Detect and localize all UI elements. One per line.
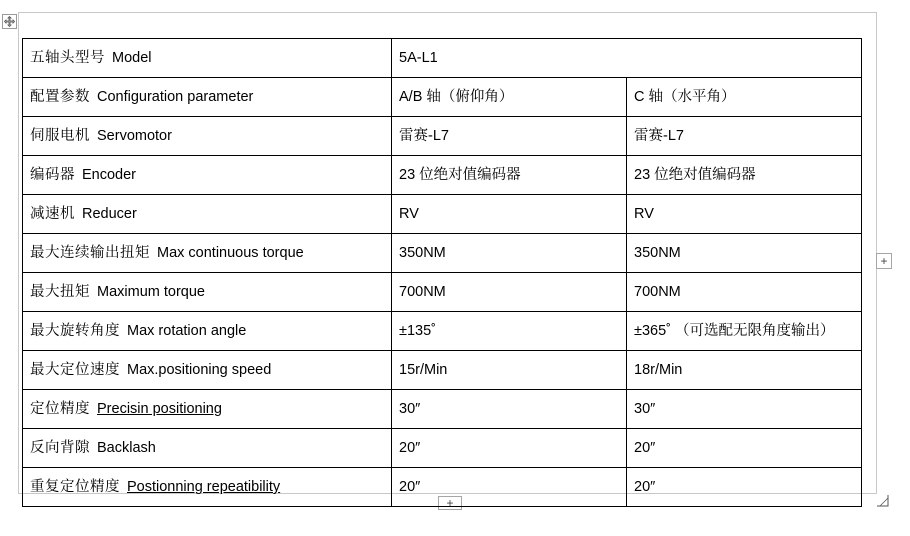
table-row[interactable] xyxy=(23,468,862,507)
label-english: Configuration parameter xyxy=(97,88,254,105)
table-row[interactable] xyxy=(23,156,862,195)
label-english: Max.positioning speed xyxy=(127,361,272,378)
table-row[interactable] xyxy=(23,390,862,429)
table-row[interactable] xyxy=(23,117,862,156)
table-row[interactable] xyxy=(23,39,862,78)
table-cell-label[interactable] xyxy=(23,312,392,351)
table-cell-label[interactable] xyxy=(23,429,392,468)
label-english: Postionning repeatibility xyxy=(127,478,281,495)
table-cell-value-c[interactable]: 18r/Min xyxy=(627,351,862,390)
table-cell-label[interactable] xyxy=(23,156,392,195)
label-english: Maximum torque xyxy=(97,283,205,300)
label-chinese: 最大定位速度 xyxy=(30,361,120,378)
table-cell-value-ab[interactable]: 350NM xyxy=(392,234,627,273)
table-cell-value-c[interactable]: 700NM xyxy=(627,273,862,312)
label-english: Reducer xyxy=(82,205,137,222)
table-row[interactable] xyxy=(23,429,862,468)
table-cell-label[interactable] xyxy=(23,39,392,78)
table-row[interactable] xyxy=(23,195,862,234)
table-move-handle-icon[interactable] xyxy=(2,14,17,29)
label-chinese: 定位精度 xyxy=(30,400,90,417)
label-english: Backlash xyxy=(97,439,156,456)
label-chinese: 重复定位精度 xyxy=(30,478,120,495)
table-cell-value-merged[interactable]: 5A-L1 xyxy=(392,39,862,78)
label-chinese: 编码器 xyxy=(30,166,75,183)
table-cell-value-ab[interactable]: 20″ xyxy=(392,468,627,507)
label-chinese: 伺服电机 xyxy=(30,127,90,144)
label-chinese: 最大扭矩 xyxy=(30,283,90,300)
table-cell-label[interactable] xyxy=(23,78,392,117)
label-english: Precisin positioning xyxy=(97,400,222,417)
table-cell-value-ab[interactable]: 雷赛-L7 xyxy=(392,117,627,156)
table-cell-value-c[interactable]: 20″ xyxy=(627,468,862,507)
label-chinese: 减速机 xyxy=(30,205,75,222)
table-cell-value-c[interactable]: RV xyxy=(627,195,862,234)
insert-column-button[interactable]: + xyxy=(876,253,892,269)
table-resize-handle-icon[interactable] xyxy=(876,494,890,508)
label-chinese: 反向背隙 xyxy=(30,439,90,456)
table-cell-label[interactable] xyxy=(23,468,392,507)
table-row[interactable] xyxy=(23,78,862,117)
label-chinese: 五轴头型号 xyxy=(30,49,105,66)
table-cell-value-ab[interactable]: RV xyxy=(392,195,627,234)
table-cell-value-c[interactable]: 30″ xyxy=(627,390,862,429)
label-chinese: 最大连续输出扭矩 xyxy=(30,244,150,261)
label-english: Model xyxy=(112,49,152,66)
table-cell-value-c[interactable]: 350NM xyxy=(627,234,862,273)
table-cell-label[interactable] xyxy=(23,234,392,273)
table-cell-label[interactable] xyxy=(23,273,392,312)
table-row[interactable] xyxy=(23,273,862,312)
table-row[interactable] xyxy=(23,351,862,390)
label-english: Max continuous torque xyxy=(157,244,304,261)
table-cell-label[interactable] xyxy=(23,195,392,234)
table-row[interactable] xyxy=(23,312,862,351)
insert-row-button[interactable]: + xyxy=(438,496,462,510)
label-english: Servomotor xyxy=(97,127,172,144)
table-cell-value-c[interactable]: 23 位绝对值编码器 xyxy=(627,156,862,195)
table-cell-value-c[interactable]: ±365˚ （可选配无限角度输出） xyxy=(627,312,862,351)
table-cell-value-ab[interactable]: A/B 轴（俯仰角） xyxy=(392,78,627,117)
table-cell-value-ab[interactable]: 23 位绝对值编码器 xyxy=(392,156,627,195)
specification-table[interactable] xyxy=(22,38,862,507)
label-english: Encoder xyxy=(82,166,137,183)
table-cell-value-ab[interactable]: 15r/Min xyxy=(392,351,627,390)
table-cell-label[interactable] xyxy=(23,351,392,390)
table-cell-value-c[interactable]: 雷赛-L7 xyxy=(627,117,862,156)
label-chinese: 配置参数 xyxy=(30,88,90,105)
table-cell-value-ab[interactable]: ±135˚ xyxy=(392,312,627,351)
table-cell-label[interactable] xyxy=(23,117,392,156)
table-cell-value-ab[interactable]: 30″ xyxy=(392,390,627,429)
label-english: Max rotation angle xyxy=(127,322,247,339)
table-cell-label[interactable] xyxy=(23,390,392,429)
table-cell-value-ab[interactable]: 20″ xyxy=(392,429,627,468)
table-row[interactable] xyxy=(23,234,862,273)
page-margin-top xyxy=(18,12,876,13)
table-cell-value-ab[interactable]: 700NM xyxy=(392,273,627,312)
table-cell-value-c[interactable]: C 轴（水平角） xyxy=(627,78,862,117)
label-chinese: 最大旋转角度 xyxy=(30,322,120,339)
page-margin-left xyxy=(18,12,19,494)
table-cell-value-c[interactable]: 20″ xyxy=(627,429,862,468)
